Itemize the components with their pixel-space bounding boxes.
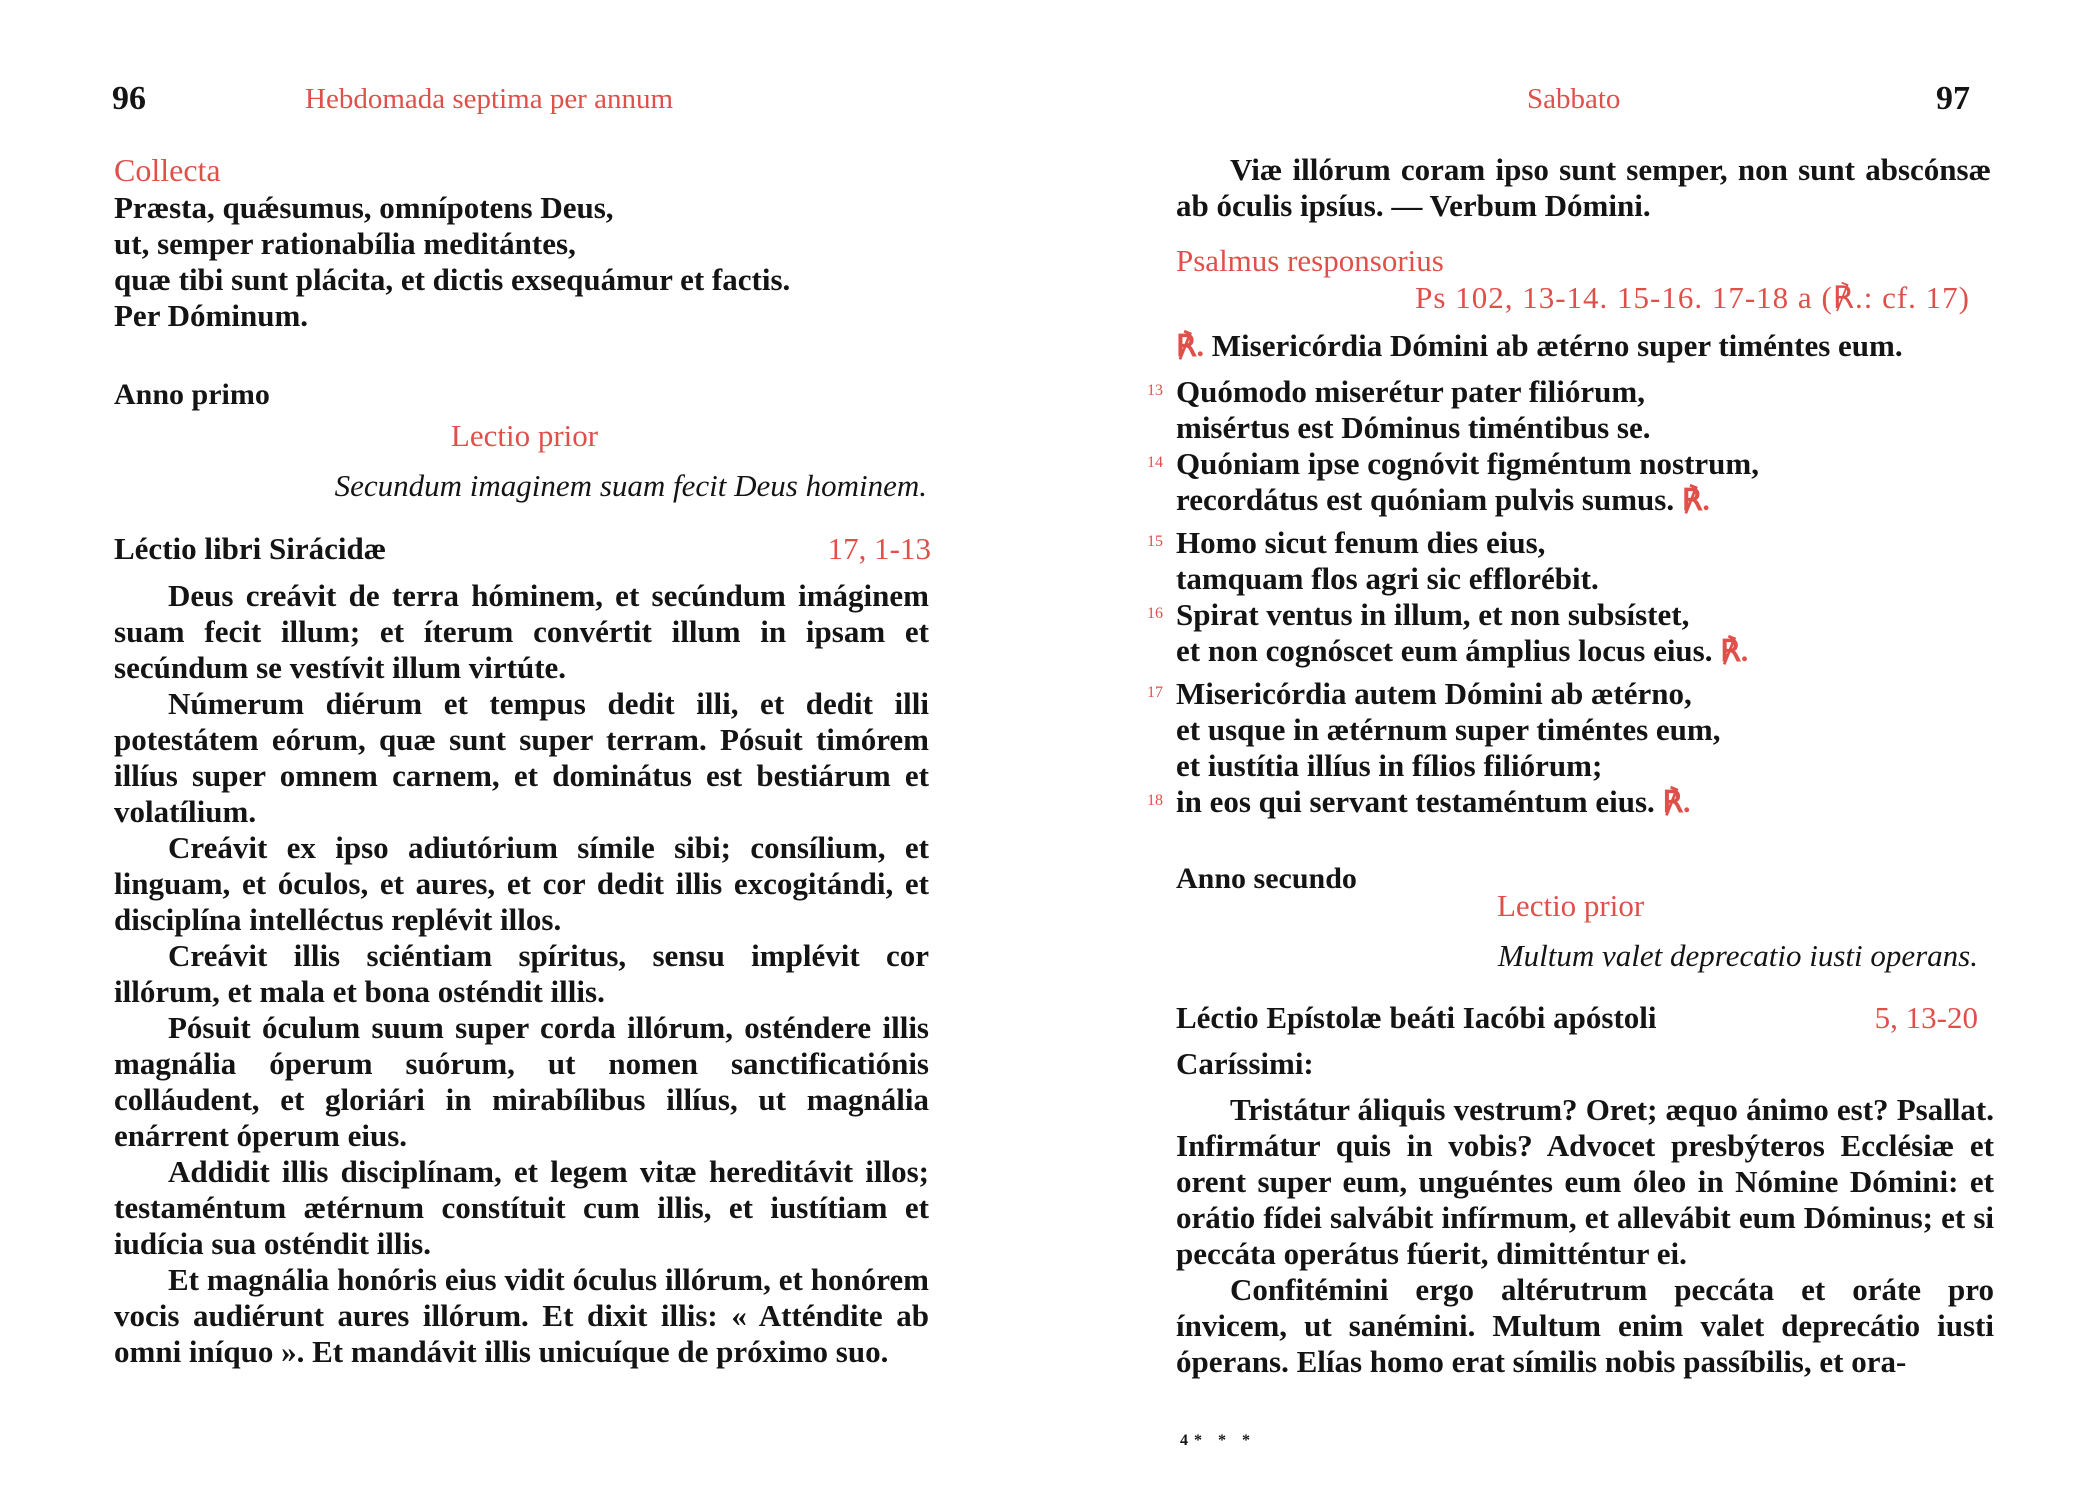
response-symbol: ℟. <box>1662 786 1691 819</box>
right-page <box>1039 0 2078 1500</box>
response-symbol: ℟. <box>1681 484 1710 517</box>
running-head: Hebdomada septima per annum <box>305 83 674 115</box>
lectio-motto: Multum valet deprecatio iusti operans. <box>1497 938 1978 973</box>
continuation-paragraph: Viæ illórum coram ipso sunt semper, non sunt abscónsæ ab óculis ipsíus. — Verbum Dómini. <box>1176 152 1991 223</box>
lectio-title: Léctio Epístolæ beáti Iacóbi apóstoli <box>1176 1000 1657 1035</box>
collecta-line: ut, semper rationabília meditántes, <box>114 226 576 261</box>
verse-number: 16 <box>1147 605 1163 622</box>
verse-line <box>1176 784 2009 821</box>
psalm-verse <box>1139 676 2009 784</box>
verse-line: Homo sicut fenum dies eius, <box>1176 525 1546 560</box>
verse-line: et usque in ætérnum super timéntes eum, <box>1176 712 1721 747</box>
verse-line: Spirat ventus in illum, et non subsístet, <box>1176 597 1690 632</box>
lectio-body <box>114 578 929 1370</box>
collecta-line: quæ tibi sunt plácita, et dictis exsequámur et factis. <box>114 262 791 297</box>
psalm-verse <box>1139 784 2009 821</box>
verse-number: 15 <box>1147 533 1163 550</box>
verse-line: Quóniam ipse cognóvit figméntum nostrum, <box>1176 446 1759 481</box>
response-symbol: ℟. <box>1720 635 1749 668</box>
lectio-motto: Secundum imaginem suam fecit Deus hominem. <box>334 468 927 503</box>
psalmus-heading: Psalmus responsorius <box>1176 243 1444 278</box>
verse-line: Quómodo miserétur pater filiórum, <box>1176 374 1645 409</box>
psalmus-reference: Ps 102, 13-14. 15-16. 17-18 a (℟.: cf. 17) <box>1415 280 1970 315</box>
collecta-line: Per Dóminum. <box>114 298 309 333</box>
lectio-prior-heading: Lectio prior <box>1497 888 1645 923</box>
lectio-title: Léctio libri Sirácidæ <box>114 531 387 566</box>
psalm-verse <box>1139 374 2009 446</box>
page-number: 96 <box>112 80 146 117</box>
lectio-reference: 5, 13-20 <box>1874 1000 1978 1035</box>
psalm-verses <box>1139 374 2009 821</box>
anno-secundo-heading: Anno secundo <box>1176 862 1357 895</box>
collecta-line: Præsta, quǽsumus, omnípotens Deus, <box>114 190 614 225</box>
verse-number: 13 <box>1147 382 1163 399</box>
psalm-verse <box>1139 525 2009 597</box>
signature-mark: 4* * * <box>1180 1432 1256 1449</box>
verse-line: tamquam flos agri sic efflorébit. <box>1176 561 1599 596</box>
lectio-paragraph: Creávit illis sciéntiam spíritus, sensu implévit cor illórum, et mala et bona osténdit illis. <box>114 938 929 1009</box>
lectio-paragraph: Confitémini ergo altérutrum peccáta et oráte pro ínvicem, ut sanémini. Multum enim valet deprecátio iusti óperans. Elías homo erat símilis nobis passíbilis, et ora- <box>1176 1272 1994 1379</box>
psalm-verse <box>1139 597 2009 670</box>
verse-line <box>1176 633 2009 670</box>
lectio-paragraph: Tristátur áliquis vestrum? Oret; æquo ánimo est? Psallat. Infirmátur quis in vobis? Advocet presbýteros Ecclésiæ et orent super eum, unguéntes eum óleo in Nómine Dómini: et orátio fídei salvábit infírmum, et allevábit eum Dóminus; et si peccáta operátus fúerit, dimitténtur ei. <box>1176 1092 1994 1271</box>
psalm-verse <box>1139 446 2009 519</box>
lectio-paragraph: Deus creávit de terra hóminem, et secúndum imáginem suam fecit illum; et íterum convértit illum in ipsam et secúndum se vestívit illum virtúte. <box>114 578 929 685</box>
collecta-heading: Collecta <box>114 152 221 188</box>
page-number: 97 <box>1936 80 1970 117</box>
lectio-paragraph: Númerum diérum et tempus dedit illi, et dedit illi potestátem eórum, quæ sunt super terram. Pósuit timórem illíus super omnem carnem, et dominátus est bestiárum et volatílium. <box>114 686 929 829</box>
lectio-prior-heading: Lectio prior <box>450 418 599 453</box>
response-symbol: ℟. <box>1176 330 1205 363</box>
psalm-response <box>1176 328 1903 365</box>
lectio-paragraph: Creávit ex ipso adiutórium símile sibi; consílium, et linguam, et óculos, et aures, et cor dedit illis excogitándi, et disciplína intelléctus replévit illos. <box>114 830 929 937</box>
verse-number: 18 <box>1147 792 1163 809</box>
verse-text: in eos qui servant testaméntum eius. <box>1176 784 1655 819</box>
verse-line: misértus est Dóminus timéntibus se. <box>1176 410 1651 445</box>
response-text: Misericórdia Dómini ab ætérno super timéntes eum. <box>1211 328 1903 363</box>
lectio-paragraph: Pósuit óculum suum super corda illórum, osténdere illis magnália óperum suórum, ut nomen sanctificatiónis colláudent, et gloriári in mirabílibus illíus, ut magnália enárrent óperum eius. <box>114 1010 929 1153</box>
lectio-salutation: Caríssimi: <box>1176 1046 1314 1081</box>
verse-line: et iustítia illíus in fílios filiórum; <box>1176 748 1603 783</box>
lectio-reference: 17, 1-13 <box>827 531 931 566</box>
verse-line: Misericórdia autem Dómini ab ætérno, <box>1176 676 1692 711</box>
lectio-paragraph: Addidit illis disciplínam, et legem vitæ hereditávit illos; testaméntum ætérnum constítuit cum illis, et iustítiam et iudícia sua osténdit illis. <box>114 1154 929 1261</box>
verse-number: 17 <box>1147 684 1163 701</box>
lectio-paragraph: Et magnália honóris eius vidit óculus illórum, et honórem vocis audiérunt aures illórum. Et dixit illis: « Atténdite ab omni iníquo ». Et mandávit illis unicuíque de próximo suo. <box>114 1262 929 1369</box>
anno-primo-heading: Anno primo <box>114 378 270 411</box>
verse-line <box>1176 482 2009 519</box>
lectio-body <box>1176 1092 1994 1380</box>
verse-text: recordátus est quóniam pulvis sumus. <box>1176 482 1675 517</box>
running-head: Sabbato <box>1527 83 1621 115</box>
collecta-section <box>114 150 934 334</box>
verse-number: 14 <box>1147 454 1163 471</box>
continuation-text <box>1176 152 1991 224</box>
verse-text: et non cognóscet eum ámplius locus eius. <box>1176 633 1713 668</box>
